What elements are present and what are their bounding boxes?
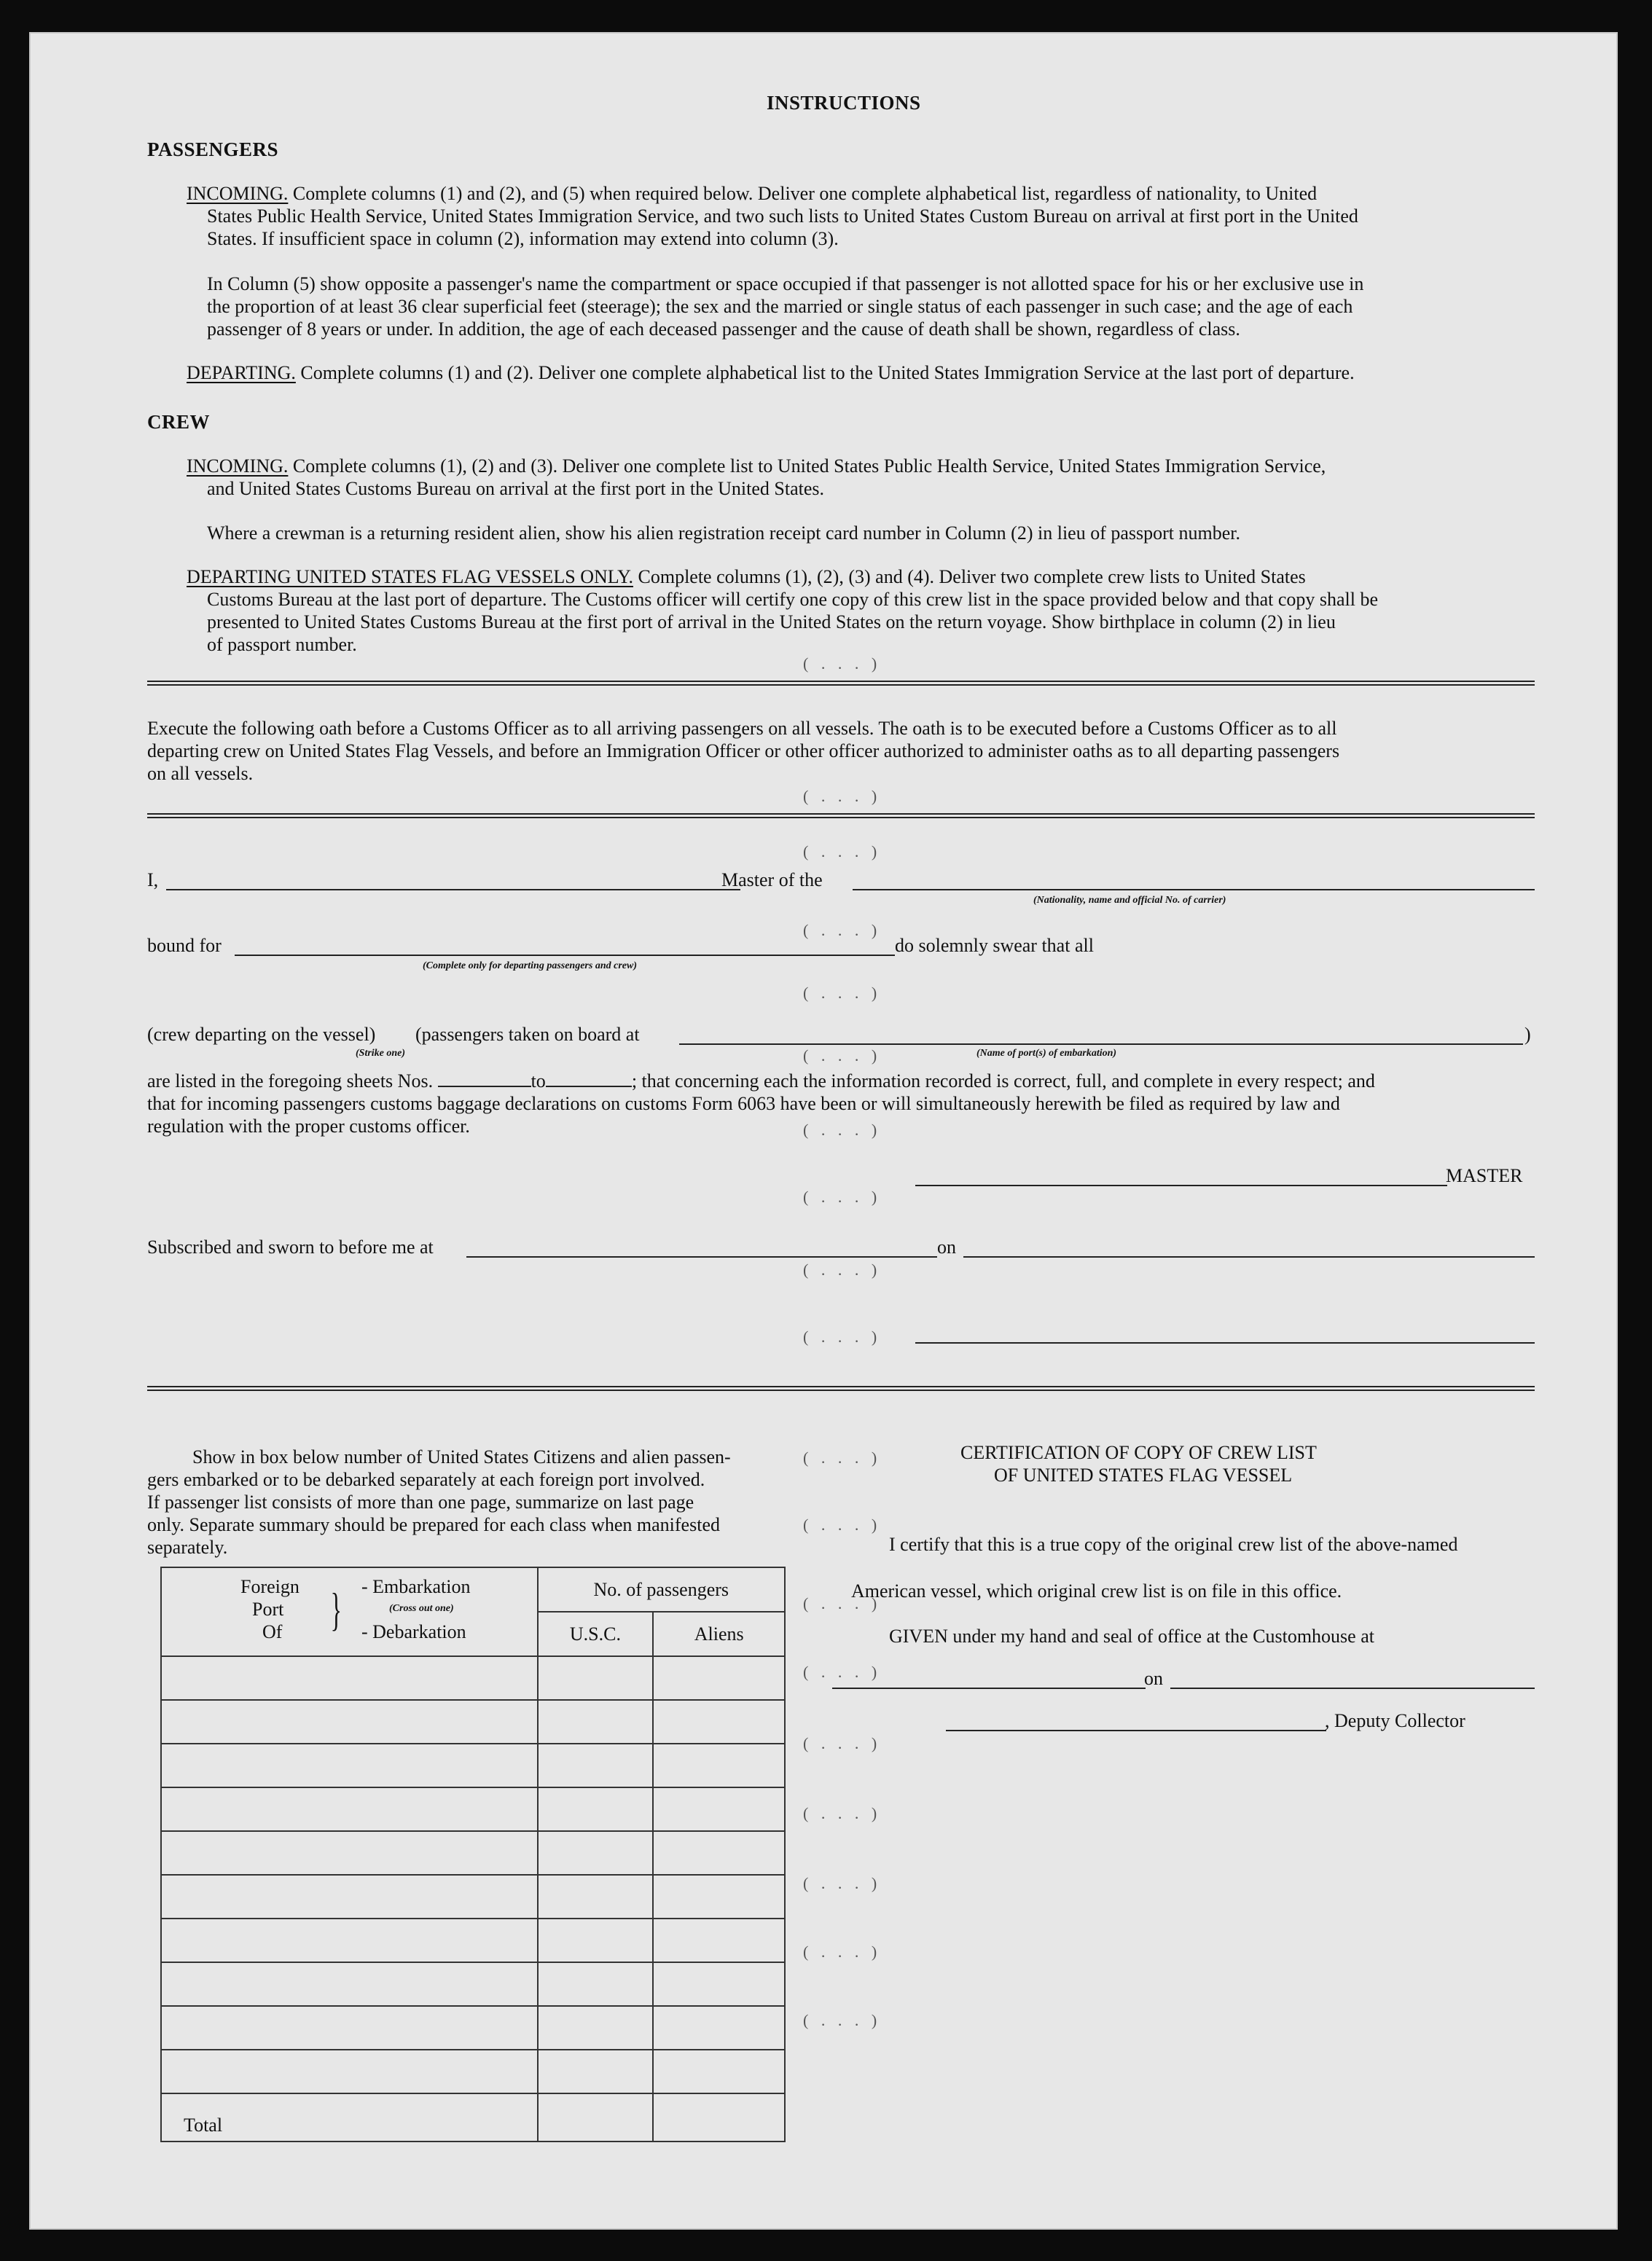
margin-dots: ( . . . ) bbox=[803, 1449, 882, 1467]
form-page bbox=[29, 32, 1618, 2230]
sheets-label: are listed in the foregoing sheets Nos. bbox=[147, 1070, 434, 1092]
port-cell[interactable] bbox=[161, 1787, 538, 1831]
port-cell[interactable] bbox=[161, 2050, 538, 2093]
col-debarkation[interactable]: - Debarkation bbox=[361, 1621, 466, 1642]
sheets-line-2: that for incoming passengers customs baggage declarations on customs Form 6063 have been or will simultaneously herewith be filed as required by law and bbox=[147, 1093, 1340, 1114]
officer-signature-field[interactable] bbox=[915, 1342, 1535, 1344]
total-row bbox=[161, 2093, 785, 2142]
swear-label: do solemnly swear that all bbox=[895, 935, 1094, 956]
aliens-cell[interactable] bbox=[653, 1962, 785, 2006]
passengers-incoming-text: Complete columns (1) and (2), and (5) when required below. Deliver one complete alphabetical list, regardless of nationality, to United bbox=[288, 183, 1318, 204]
sworn-place-field[interactable] bbox=[466, 1256, 937, 1258]
aliens-cell[interactable] bbox=[653, 1919, 785, 1962]
port-cell[interactable] bbox=[161, 1744, 538, 1787]
aliens-cell[interactable] bbox=[653, 1875, 785, 1919]
crew-departing-text: Complete columns (1), (2), (3) and (4). Deliver two complete crew lists to United States bbox=[633, 566, 1306, 587]
sheets-statement: ; that concerning each the information recorded is correct, full, and complete in every respect; and bbox=[631, 1070, 1375, 1092]
table-row bbox=[161, 1700, 785, 1744]
margin-dots: ( . . . ) bbox=[803, 1328, 882, 1346]
usc-cell[interactable] bbox=[538, 1656, 654, 1700]
master-name-field[interactable] bbox=[166, 889, 740, 890]
master-signature-label: MASTER bbox=[1446, 1165, 1523, 1186]
port-cell[interactable] bbox=[161, 1962, 538, 2006]
strike-caption: (Strike one) bbox=[356, 1048, 406, 1059]
port-cell[interactable] bbox=[161, 1875, 538, 1919]
section-divider bbox=[147, 1386, 1535, 1391]
margin-dots: ( . . . ) bbox=[803, 984, 882, 1002]
no-passengers-label: No. of passengers bbox=[593, 1578, 729, 1600]
port-cell[interactable] bbox=[161, 1700, 538, 1744]
sworn-on-label: on bbox=[937, 1237, 956, 1258]
crew-departing-option[interactable]: (crew departing on the vessel) bbox=[147, 1024, 376, 1045]
section-divider bbox=[147, 813, 1535, 818]
foreign-port-header bbox=[161, 1567, 538, 1656]
aliens-total-cell[interactable] bbox=[653, 2093, 785, 2142]
embarkation-ports-field[interactable] bbox=[679, 1043, 1523, 1045]
total-label: Total bbox=[184, 2115, 223, 2136]
sheets-from-field[interactable] bbox=[438, 1070, 531, 1087]
summary-line-1: Show in box below number of United States Citizens and alien passen- bbox=[192, 1446, 731, 1468]
margin-dots: ( . . . ) bbox=[803, 2011, 882, 2029]
column5-line-1: In Column (5) show opposite a passenger's name the compartment or space occupied if that passenger is not allotted space for his or her exclusive use in bbox=[207, 273, 1364, 294]
table-row bbox=[161, 1919, 785, 1962]
passengers-taken-option[interactable]: (passengers taken on board at bbox=[415, 1024, 640, 1045]
deputy-collector-label: , Deputy Collector bbox=[1325, 1710, 1465, 1731]
margin-dots: ( . . . ) bbox=[803, 1594, 882, 1613]
sheets-line-1 bbox=[147, 1070, 1375, 1092]
crew-departing-line-4: of passport number. bbox=[207, 634, 357, 655]
usc-label: U.S.C. bbox=[569, 1623, 621, 1645]
usc-cell[interactable] bbox=[538, 1875, 654, 1919]
passengers-incoming-line-1 bbox=[187, 182, 1317, 205]
margin-dots: ( . . . ) bbox=[803, 654, 882, 673]
margin-dots: ( . . . ) bbox=[803, 1734, 882, 1752]
brace-icon: } bbox=[330, 1583, 342, 1635]
aliens-cell[interactable] bbox=[653, 1744, 785, 1787]
usc-cell[interactable] bbox=[538, 1831, 654, 1875]
certification-title-line-1: CERTIFICATION OF COPY OF CREW LIST bbox=[960, 1442, 1317, 1463]
table-row bbox=[161, 2050, 785, 2093]
aliens-label: Aliens bbox=[694, 1623, 744, 1645]
summary-line-5: separately. bbox=[147, 1537, 228, 1558]
bound-for-field[interactable] bbox=[235, 955, 895, 956]
certification-title-line-2: OF UNITED STATES FLAG VESSEL bbox=[994, 1465, 1293, 1486]
usc-cell[interactable] bbox=[538, 1744, 654, 1787]
col-of: Of bbox=[262, 1621, 283, 1642]
no-passengers-header bbox=[538, 1567, 786, 1612]
usc-cell[interactable] bbox=[538, 2006, 654, 2050]
margin-dots: ( . . . ) bbox=[803, 842, 882, 861]
col-port: Port bbox=[252, 1599, 284, 1620]
sheets-line-3: regulation with the proper customs officer. bbox=[147, 1116, 470, 1137]
crew-incoming-text: Complete columns (1), (2) and (3). Deliver one complete list to United States Public Health Service, United States Immigration Service, bbox=[288, 455, 1326, 477]
vessel-text: American vessel, which original crew list is on file in this office. bbox=[851, 1580, 1342, 1602]
section-divider bbox=[147, 681, 1535, 686]
margin-dots: ( . . . ) bbox=[803, 1516, 882, 1534]
crew-departing-line-3: presented to United States Customs Bureau at the first port of arrival in the United States on the return voyage. Show birthplace in column (2) in lieu bbox=[207, 611, 1336, 632]
aliens-cell[interactable] bbox=[653, 1787, 785, 1831]
table-row bbox=[161, 1875, 785, 1919]
carrier-field[interactable] bbox=[853, 889, 1535, 890]
passengers-departing-line bbox=[187, 361, 1355, 384]
usc-total-cell[interactable] bbox=[538, 2093, 654, 2142]
sheets-to-label: to bbox=[531, 1070, 546, 1092]
margin-dots: ( . . . ) bbox=[803, 1121, 882, 1139]
ports-caption: (Name of port(s) of embarkation) bbox=[976, 1048, 1117, 1059]
table-row bbox=[161, 2006, 785, 2050]
master-of-label: Master of the bbox=[721, 869, 823, 890]
margin-dots: ( . . . ) bbox=[803, 1943, 882, 1961]
certification-on-label: on bbox=[1144, 1668, 1163, 1689]
oath-intro-line-2: departing crew on United States Flag Vessels, and before an Immigration Officer or other officer authorized to administer oaths as to all departing passengers bbox=[147, 740, 1340, 761]
col-cross-out: (Cross out one) bbox=[389, 1603, 454, 1614]
margin-dots: ( . . . ) bbox=[803, 1874, 882, 1892]
aliens-cell[interactable] bbox=[653, 1700, 785, 1744]
usc-cell[interactable] bbox=[538, 1700, 654, 1744]
crew-departing-label: DEPARTING UNITED STATES FLAG VESSELS ONLY. bbox=[187, 566, 633, 587]
summary-line-3: If passenger list consists of more than one page, summarize on last page bbox=[147, 1492, 694, 1513]
subscribed-label: Subscribed and sworn to before me at bbox=[147, 1237, 434, 1258]
margin-dots: ( . . . ) bbox=[803, 787, 882, 805]
margin-dots: ( . . . ) bbox=[803, 1261, 882, 1279]
i-label: I, bbox=[147, 869, 159, 890]
usc-cell[interactable] bbox=[538, 2050, 654, 2093]
total-label-cell bbox=[161, 2093, 538, 2142]
usc-cell[interactable] bbox=[538, 1787, 654, 1831]
sheets-to-field[interactable] bbox=[546, 1070, 632, 1087]
port-cell[interactable] bbox=[161, 1831, 538, 1875]
aliens-cell[interactable] bbox=[653, 1831, 785, 1875]
table-row bbox=[161, 1656, 785, 1700]
table-row bbox=[161, 1787, 785, 1831]
certify-text: I certify that this is a true copy of the original crew list of the above-named bbox=[889, 1534, 1458, 1555]
oath-intro-line-1: Execute the following oath before a Customs Officer as to all arriving passengers on all vessels. The oath is to be executed before a Customs Officer as to all bbox=[147, 718, 1337, 739]
usc-cell[interactable] bbox=[538, 1962, 654, 2006]
certification-date-field[interactable] bbox=[1170, 1688, 1535, 1689]
sworn-date-field[interactable] bbox=[963, 1256, 1535, 1258]
margin-dots: ( . . . ) bbox=[803, 1046, 882, 1065]
bound-for-label: bound for bbox=[147, 935, 222, 956]
port-cell[interactable] bbox=[161, 1656, 538, 1700]
margin-dots: ( . . . ) bbox=[803, 1804, 882, 1822]
table-row bbox=[161, 1962, 785, 2006]
summary-instructions bbox=[147, 1446, 812, 1559]
port-cell[interactable] bbox=[161, 2006, 538, 2050]
aliens-header bbox=[653, 1612, 785, 1656]
crew-incoming-label: INCOMING. bbox=[187, 455, 289, 477]
table-row bbox=[161, 1831, 785, 1875]
usc-header bbox=[538, 1612, 654, 1656]
deputy-collector-signature-field[interactable] bbox=[946, 1730, 1326, 1731]
customhouse-field[interactable] bbox=[832, 1688, 1146, 1689]
crew-departing-line-1 bbox=[187, 565, 1306, 588]
crew-incoming-line-1 bbox=[187, 455, 1326, 477]
crew-resident-line: Where a crewman is a returning resident alien, show his alien registration receipt card number in Column (2) in lieu of passport number. bbox=[207, 522, 1241, 544]
usc-cell[interactable] bbox=[538, 1919, 654, 1962]
crew-incoming-line-2: and United States Customs Bureau on arrival at the first port in the United States. bbox=[207, 478, 825, 499]
page-title: INSTRUCTIONS bbox=[767, 92, 921, 114]
close-paren: ) bbox=[1524, 1024, 1531, 1045]
carrier-caption: (Nationality, name and official No. of carrier) bbox=[1033, 895, 1226, 906]
passengers-incoming-line-3: States. If insufficient space in column (2), information may extend into column (3). bbox=[207, 228, 839, 249]
margin-dots: ( . . . ) bbox=[803, 1663, 882, 1681]
aliens-cell[interactable] bbox=[653, 1656, 785, 1700]
margin-dots: ( . . . ) bbox=[803, 1188, 882, 1206]
column5-line-2: the proportion of at least 36 clear superficial feet (steerage); the sex and the married or single status of each passenger in such case; and the age of each bbox=[207, 296, 1353, 317]
summary-line-2: gers embarked or to be debarked separately at each foreign port involved. bbox=[147, 1469, 705, 1490]
col-embarkation[interactable]: - Embarkation bbox=[361, 1576, 471, 1597]
column5-line-3: passenger of 8 years or under. In addition, the age of each deceased passenger and the cause of death shall be shown, regardless of class. bbox=[207, 318, 1240, 340]
bound-caption: (Complete only for departing passengers and crew) bbox=[423, 960, 637, 971]
passengers-incoming-line-2: States Public Health Service, United States Immigration Service, and two such lists to United States Custom Bureau on arrival at first port in the United bbox=[207, 205, 1358, 227]
aliens-cell[interactable] bbox=[653, 2050, 785, 2093]
passengers-heading: PASSENGERS bbox=[147, 138, 279, 160]
margin-dots: ( . . . ) bbox=[803, 921, 882, 939]
summary-line-4: only. Separate summary should be prepared for each class when manifested bbox=[147, 1514, 720, 1535]
passengers-incoming-label: INCOMING. bbox=[187, 183, 289, 204]
passenger-summary-table bbox=[160, 1567, 786, 2142]
crew-departing-line-2: Customs Bureau at the last port of departure. The Customs officer will certify one copy of this crew list in the space provided below and that copy shall be bbox=[207, 589, 1379, 610]
master-signature-field[interactable] bbox=[915, 1185, 1447, 1186]
crew-heading: CREW bbox=[147, 411, 211, 433]
passengers-departing-label: DEPARTING. bbox=[187, 362, 296, 383]
col-foreign: Foreign bbox=[240, 1576, 300, 1597]
port-cell[interactable] bbox=[161, 1919, 538, 1962]
oath-intro-line-3: on all vessels. bbox=[147, 763, 254, 784]
given-text: GIVEN under my hand and seal of office at the Customhouse at bbox=[889, 1626, 1374, 1647]
table-row bbox=[161, 1744, 785, 1787]
passengers-departing-text: Complete columns (1) and (2). Deliver one complete alphabetical list to the United States Immigration Service at the last port of departure. bbox=[295, 362, 1355, 383]
aliens-cell[interactable] bbox=[653, 2006, 785, 2050]
